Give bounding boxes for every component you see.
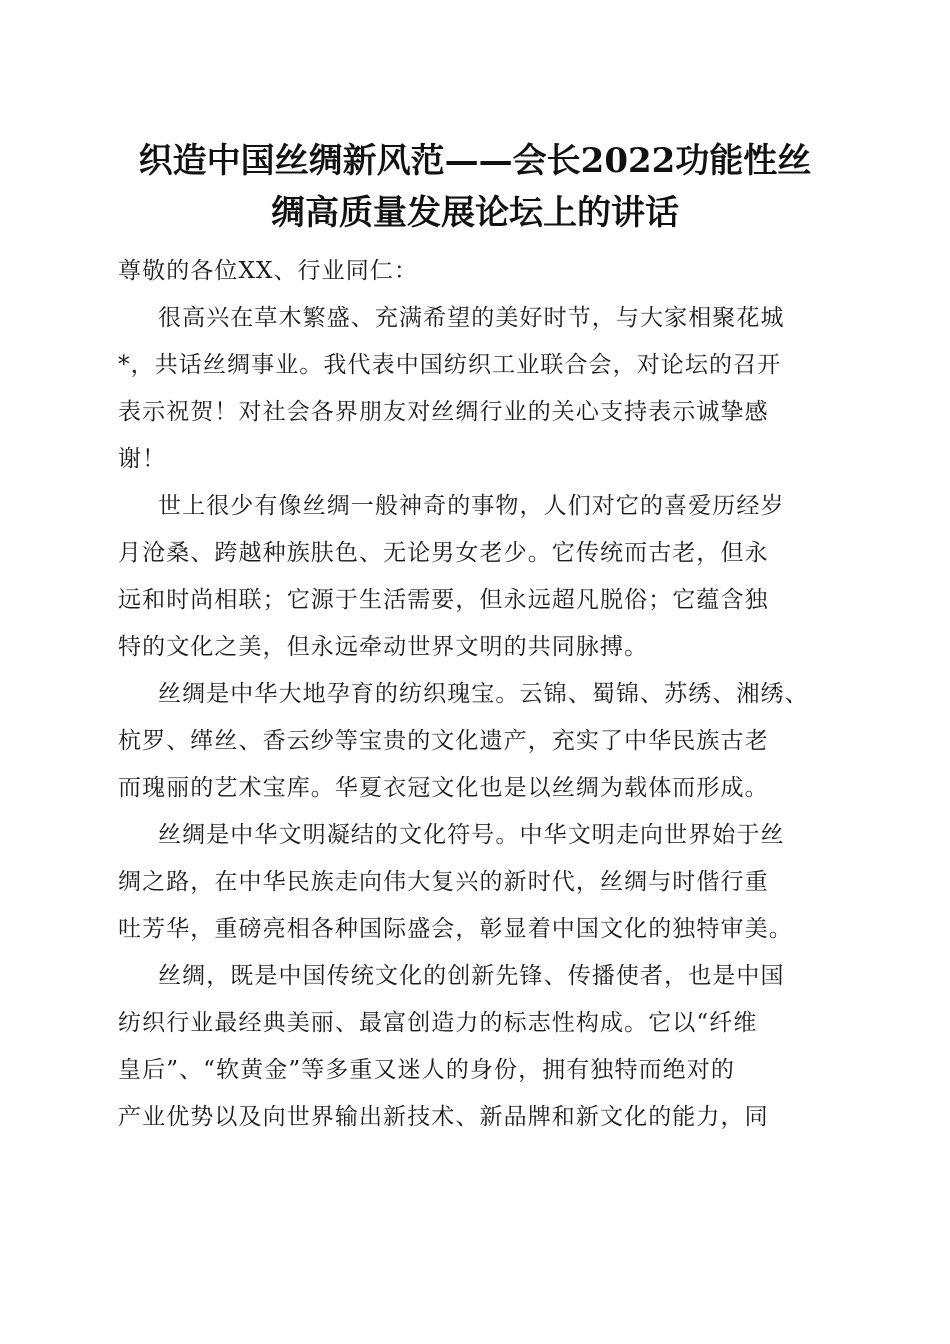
page-title bbox=[110, 135, 840, 239]
paragraph-line: 世上很少有像丝绸一般神奇的事物，人们对它的喜爱历经岁 bbox=[158, 493, 785, 519]
title-line-1: 织造中国丝绸新风范——会长2022功能性丝 bbox=[138, 141, 812, 181]
paragraph-line: 皇后”、“软黄金”等多重又迷人的身份，拥有独特而绝对的 bbox=[118, 1057, 735, 1083]
paragraph-line: 杭罗、缂丝、香云纱等宝贵的文化遗产，充实了中华民族古老 bbox=[118, 728, 769, 754]
paragraph-3 bbox=[118, 676, 828, 817]
paragraph-4 bbox=[118, 817, 828, 958]
paragraph-line: 远和时尚相联；它源于生活需要，但永远超凡脱俗；它蕴含独 bbox=[118, 587, 769, 613]
paragraph-line: 绸之路，在中华民族走向伟大复兴的新时代，丝绸与时偕行重 bbox=[118, 869, 769, 895]
paragraph-line: *，共话丝绸事业。我代表中国纺织工业联合会，对论坛的召开 bbox=[118, 352, 782, 378]
document-body bbox=[118, 253, 828, 1146]
paragraph-5 bbox=[118, 958, 828, 1146]
paragraph-line: 产业优势以及向世界输出新技术、新品牌和新文化的能力，同 bbox=[118, 1104, 769, 1130]
paragraph-line: 月沧桑、跨越种族肤色、无论男女老少。它传统而古老，但永 bbox=[118, 540, 769, 566]
paragraph-line: 表示祝贺！对社会各界朋友对丝绸行业的关心支持表示诚挚感 bbox=[118, 399, 769, 425]
paragraph-line: 丝绸，既是中国传统文化的创新先锋、传播使者，也是中国 bbox=[158, 963, 785, 989]
title-line-2: 绸高质量发展论坛上的讲话 bbox=[271, 193, 679, 233]
paragraph-line: 而瑰丽的艺术宝库。华夏衣冠文化也是以丝绸为载体而形成。 bbox=[118, 775, 769, 801]
paragraph-line: 特的文化之美，但永远牵动世界文明的共同脉搏。 bbox=[118, 634, 649, 660]
paragraph-line: 吐芳华，重磅亮相各种国际盛会，彰显着中国文化的独特审美。 bbox=[118, 916, 793, 942]
paragraph-1 bbox=[118, 300, 828, 488]
paragraph-line: 谢！ bbox=[118, 446, 167, 472]
paragraph-line: 很高兴在草木繁盛、充满希望的美好时节，与大家相聚花城 bbox=[158, 305, 785, 331]
salutation: 尊敬的各位XX、行业同仁： bbox=[118, 258, 419, 284]
paragraph-line: 纺织行业最经典美丽、最富创造力的标志性构成。它以“纤维 bbox=[118, 1010, 758, 1036]
paragraph-2 bbox=[118, 488, 828, 676]
paragraph-line: 丝绸是中华文明凝结的文化符号。中华文明走向世界始于丝 bbox=[158, 822, 785, 848]
paragraph-line: 丝绸是中华大地孕育的纺织瑰宝。云锦、蜀锦、苏绣、湘绣、 bbox=[158, 681, 809, 707]
